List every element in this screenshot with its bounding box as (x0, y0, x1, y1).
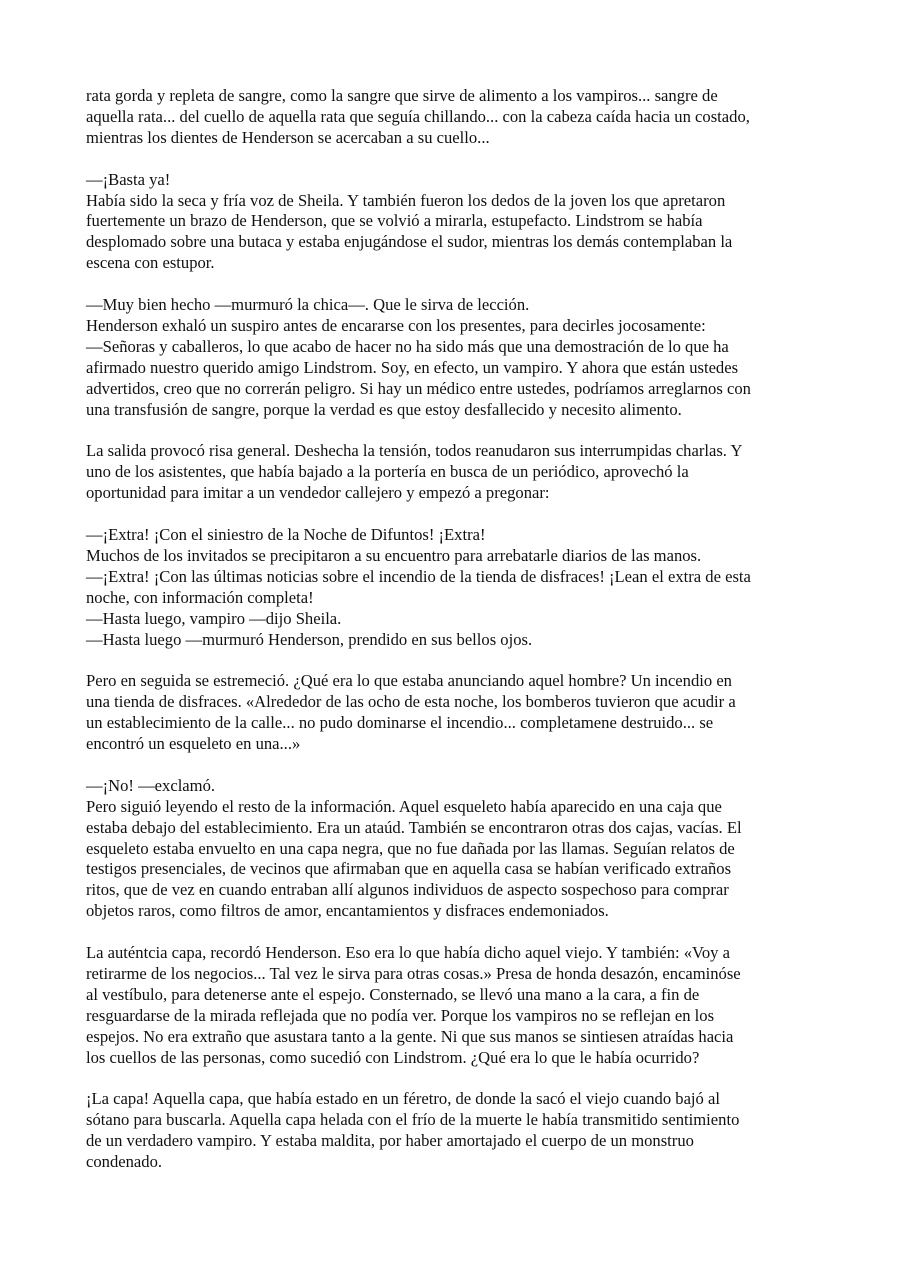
text-line: Henderson exhaló un suspiro antes de encararse con los presentes, para decirles jocosamente: (86, 315, 706, 335)
text-line: una tienda de disfraces. «Alrededor de las ocho de esta noche, los bomberos tuvieron que acudir a (86, 692, 736, 712)
text-line: Pero siguió leyendo el resto de la información. Aquel esqueleto había aparecido en una caja que (86, 796, 722, 816)
text-line: rata gorda y repleta de sangre, como la sangre que sirve de alimento a los vampiros... sangre de (86, 86, 718, 105)
text-line: —Hasta luego —murmuró Henderson, prendido en sus bellos ojos. (86, 629, 533, 649)
text-line: objetos raros, como filtros de amor, encantamientos y disfraces endemoniados. (86, 901, 609, 921)
text-line: escena con estupor. (86, 253, 215, 273)
paragraph (86, 525, 826, 650)
text-line: aquella rata... del cuello de aquella rata que seguía chillando... con la cabeza caída hacia un costado, (86, 106, 750, 126)
paragraph (86, 776, 826, 922)
text-line: oportunidad para imitar a un vendedor callejero y empezó a pregonar: (86, 483, 550, 503)
paragraph (86, 943, 826, 1068)
text-line: estaba debajo del establecimiento. Era un ataúd. También se encontraron otras dos cajas, vacías. El (86, 817, 742, 837)
text-line: resguardarse de la mirada reflejada que no podía ver. Porque los vampiros no se reflejan en los (86, 1005, 715, 1025)
paragraph (86, 170, 826, 275)
text-line: La auténtcia capa, recordó Henderson. Eso era lo que había dicho aquel viejo. Y también: «Voy a (86, 943, 730, 963)
paragraph (86, 441, 826, 504)
text-line: Pero en seguida se estremeció. ¿Qué era lo que estaba anunciando aquel hombre? Un incendio en (86, 671, 732, 691)
text-line: —¡Extra! ¡Con el siniestro de la Noche de Difuntos! ¡Extra! (86, 524, 486, 544)
text-line: —Hasta luego, vampiro —dijo Sheila. (86, 608, 342, 628)
text-line: —¡Basta ya! (86, 169, 171, 189)
document-page (86, 86, 826, 1194)
text-line: esqueleto estaba envuelto en una capa negra, que no fue dañada por las llamas. Seguían relatos de (86, 838, 735, 858)
text-line: al vestíbulo, para detenerse ante el espejo. Consternado, se llevó una mano a la cara, a fin de (86, 984, 700, 1004)
text-line: —Señoras y caballeros, lo que acabo de hacer no ha sido más que una demostración de lo que ha (86, 336, 729, 356)
text-line: sótano para buscarla. Aquella capa helada con el frío de la muerte le había transmitido sentimiento (86, 1110, 740, 1130)
text-line: —¡Extra! ¡Con las últimas noticias sobre el incendio de la tienda de disfraces! ¡Lean el extra de esta (86, 566, 751, 586)
paragraph (86, 295, 826, 420)
text-line: retirarme de los negocios... Tal vez le sirva para otras cosas.» Presa de honda desazón, encaminóse (86, 963, 741, 983)
text-line: Muchos de los invitados se precipitaron a su encuentro para arrebatarle diarios de las manos. (86, 545, 702, 565)
text-line: ¡La capa! Aquella capa, que había estado en un féretro, de donde la sacó el viejo cuando bajó al (86, 1089, 720, 1109)
text-line: condenado. (86, 1152, 163, 1172)
text-line: una transfusión de sangre, porque la verdad es que estoy desfallecido y necesito alimento. (86, 399, 682, 419)
text-line: noche, con información completa! (86, 587, 314, 607)
paragraph (86, 86, 826, 149)
text-line: advertidos, creo que no correrán peligro. Si hay un médico entre ustedes, podríamos arreglarnos con (86, 378, 751, 398)
text-line: uno de los asistentes, que había bajado a la portería en busca de un periódico, aprovechó la (86, 462, 689, 482)
text-line: testigos presenciales, de vecinos que afirmaban que en aquella casa se habían verificado extraños (86, 859, 732, 879)
text-line: desplomado sobre una butaca y estaba enjugándose el sudor, mientras los demás contemplaban la (86, 232, 733, 252)
text-line: los cuellos de las personas, como sucedió con Lindstrom. ¿Qué era lo que le había ocurrido? (86, 1047, 700, 1067)
text-line: fuertemente un brazo de Henderson, que se volvió a mirarla, estupefacto. Lindstrom se había (86, 211, 703, 231)
text-line: afirmado nuestro querido amigo Lindstrom. Soy, en efecto, un vampiro. Y ahora que están ustedes (86, 357, 739, 377)
text-line: espejos. No era extraño que asustara tanto a la gente. Ni que sus manos se sintiesen atraídas hacia (86, 1026, 734, 1046)
text-line: Había sido la seca y fría voz de Sheila. Y también fueron los dedos de la joven los que apretaron (86, 190, 726, 210)
text-line: ritos, que de vez en cuando entraban allí algunos individuos de aspecto sospechoso para comprar (86, 880, 729, 900)
text-line: mientras los dientes de Henderson se acercaban a su cuello... (86, 127, 490, 147)
text-line: encontró un esqueleto en una...» (86, 734, 301, 754)
text-line: de un verdadero vampiro. Y estaba maldita, por haber amortajado el cuerpo de un monstruo (86, 1131, 694, 1151)
text-line: La salida provocó risa general. Deshecha la tensión, todos reanudaron sus interrumpidas charlas. Y (86, 441, 743, 461)
paragraph (86, 1089, 826, 1173)
text-line: —¡No! —exclamó. (86, 775, 216, 795)
text-line: —Muy bien hecho —murmuró la chica—. Que le sirva de lección. (86, 295, 530, 315)
paragraph (86, 671, 826, 755)
text-line: un establecimiento de la calle... no pudo dominarse el incendio... completamene destruido... se (86, 713, 714, 733)
